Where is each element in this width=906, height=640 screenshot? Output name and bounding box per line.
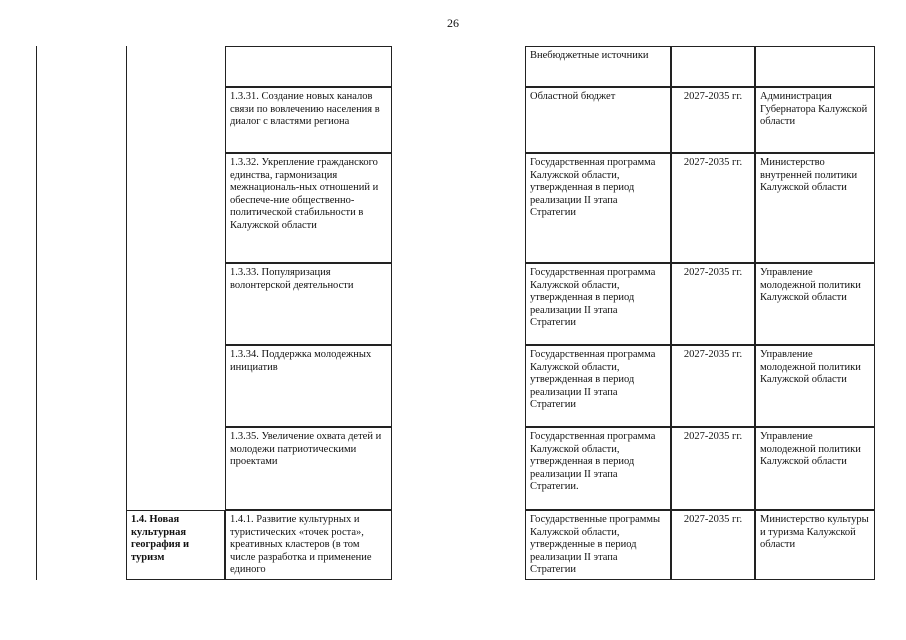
source-cell: Внебюджетные источники bbox=[525, 46, 671, 87]
source-cell: Областной бюджет bbox=[525, 87, 671, 153]
source-cell: Государственные программы Калужской области, утвержденные в период реализации II этапа Стратегии bbox=[525, 510, 671, 580]
measure-cell: 1.4.1. Развитие культурных и туристических «точек роста», креативных кластеров (в том числе разработка и применение единого bbox=[225, 510, 392, 580]
executor-cell: Министерство внутренней политики Калужской области bbox=[755, 153, 875, 263]
table-section-divider bbox=[126, 46, 127, 580]
table-left-border bbox=[36, 46, 37, 580]
executor-cell: Администрация Губернатора Калужской области bbox=[755, 87, 875, 153]
measure-cell: 1.3.35. Увеличение охвата детей и молодежи патриотическими проектами bbox=[225, 427, 392, 510]
period-cell: 2027-2035 гг. bbox=[671, 510, 755, 580]
page-number: 26 bbox=[447, 16, 459, 30]
section-title-cell: 1.4. Новая культурная география и туризм bbox=[126, 510, 225, 580]
executor-cell bbox=[755, 46, 875, 87]
measure-cell: 1.3.33. Популяризация волонтерской деятельности bbox=[225, 263, 392, 345]
source-cell: Государственная программа Калужской области, утвержденная в период реализации II этапа Стратегии bbox=[525, 345, 671, 427]
period-cell: 2027-2035 гг. bbox=[671, 263, 755, 345]
measure-cell bbox=[225, 46, 392, 87]
executor-cell: Министерство культуры и туризма Калужской области bbox=[755, 510, 875, 580]
source-cell: Государственная программа Калужской области, утвержденная в период реализации II этапа Стратегии bbox=[525, 153, 671, 263]
source-cell: Государственная программа Калужской области, утвержденная в период реализации II этапа Стратегии bbox=[525, 263, 671, 345]
executor-cell: Управление молодежной политики Калужской области bbox=[755, 427, 875, 510]
source-cell: Государственная программа Калужской области, утвержденная в период реализации II этапа Стратегии. bbox=[525, 427, 671, 510]
period-cell: 2027-2035 гг. bbox=[671, 87, 755, 153]
measure-cell: 1.3.34. Поддержка молодежных инициатив bbox=[225, 345, 392, 427]
measure-cell: 1.3.31. Создание новых каналов связи по вовлечению населения в диалог с властями региона bbox=[225, 87, 392, 153]
executor-cell: Управление молодежной политики Калужской области bbox=[755, 345, 875, 427]
measure-cell: 1.3.32. Укрепление гражданского единства, гармонизация межнациональ-ных отношений и обеспече-ние общественно-политической стабильности в Калужской области bbox=[225, 153, 392, 263]
period-cell: 2027-2035 гг. bbox=[671, 427, 755, 510]
period-cell: 2027-2035 гг. bbox=[671, 153, 755, 263]
period-cell bbox=[671, 46, 755, 87]
executor-cell: Управление молодежной политики Калужской области bbox=[755, 263, 875, 345]
period-cell: 2027-2035 гг. bbox=[671, 345, 755, 427]
